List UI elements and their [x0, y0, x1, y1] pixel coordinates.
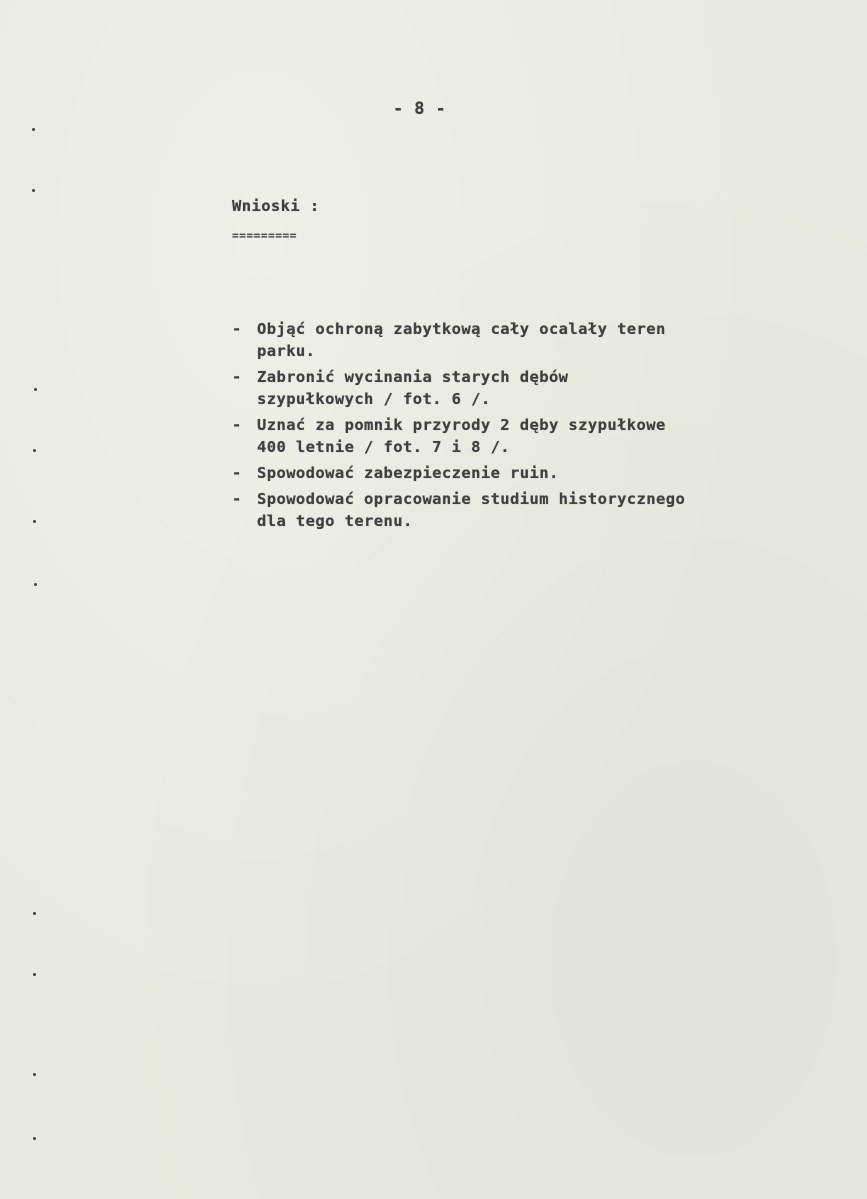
margin-dot	[34, 583, 37, 586]
list-dash: -	[232, 490, 242, 508]
list-item-continuation: dla tego terenu.	[257, 512, 413, 530]
margin-dot	[34, 388, 37, 391]
list-item	[232, 414, 685, 458]
list-item-text: Uznać za pomnik przyrody 2 dęby szypułkowe	[257, 416, 666, 434]
margin-dot	[33, 912, 36, 915]
list-item-line	[232, 414, 685, 436]
list-dash: -	[232, 368, 242, 386]
margin-dot	[32, 189, 35, 192]
list-item-line	[232, 366, 685, 388]
list-item-continuation: szypułkowych / fot. 6 /.	[257, 390, 491, 408]
list-item-line	[232, 462, 685, 484]
margin-dot	[33, 1137, 36, 1140]
heading-underline: =========	[232, 229, 298, 242]
margin-dot	[33, 1073, 36, 1076]
list-item-continuation: parku.	[257, 342, 316, 360]
list-item	[232, 462, 685, 484]
margin-dot	[33, 973, 36, 976]
margin-dot	[33, 520, 36, 523]
list-item-text: Objąć ochroną zabytkową cały ocalały teren	[257, 320, 666, 338]
page-number: - 8 -	[393, 99, 447, 119]
list-item-text: Spowodować zabezpieczenie ruin.	[257, 464, 559, 482]
list-item-text: Spowodować opracowanie studium historycznego	[257, 490, 686, 508]
list-item-text: Zabronić wycinania starych dębów	[257, 368, 569, 386]
list-dash: -	[232, 464, 242, 482]
conclusions-list	[232, 318, 685, 536]
list-item-continuation: 400 letnie / fot. 7 i 8 /.	[257, 438, 511, 456]
list-dash: -	[232, 416, 242, 434]
list-item-line	[232, 318, 685, 340]
list-item	[232, 318, 685, 362]
margin-dot	[32, 128, 35, 131]
list-item	[232, 366, 685, 410]
list-item	[232, 488, 685, 532]
margin-dot	[33, 449, 36, 452]
list-item-line	[232, 488, 685, 510]
section-heading: Wnioski :	[232, 197, 320, 215]
list-dash: -	[232, 320, 242, 338]
